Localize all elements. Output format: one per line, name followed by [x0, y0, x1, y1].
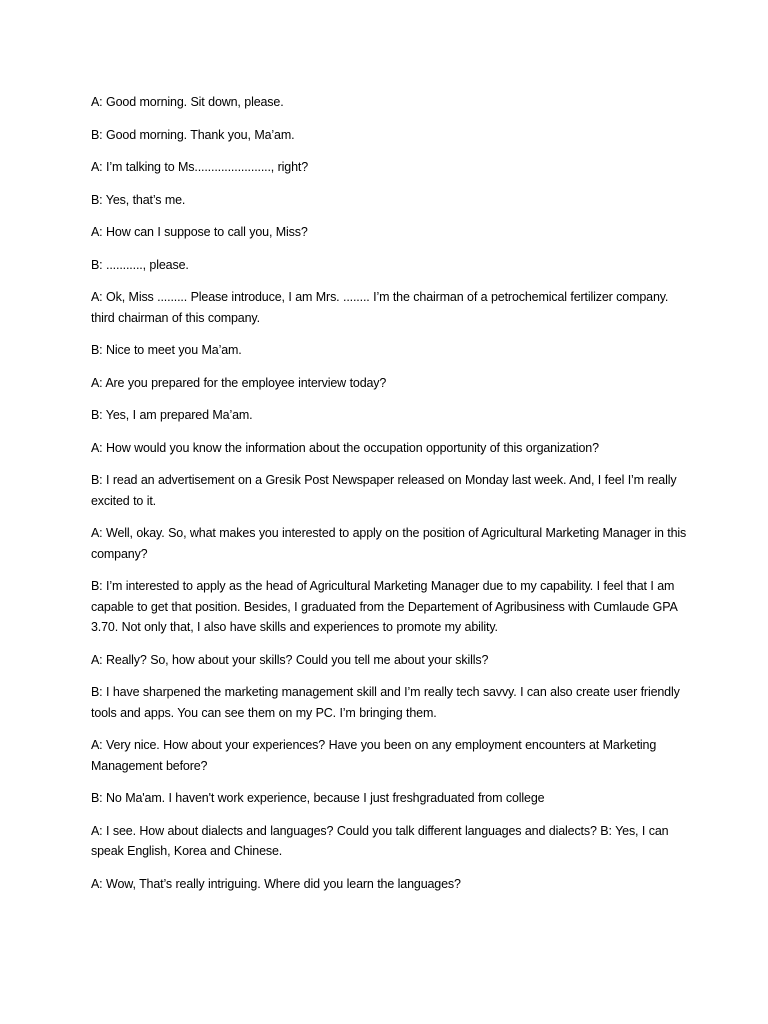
dialogue-line: B: No Ma'am. I haven't work experience, because I just freshgraduated from college	[91, 791, 545, 805]
dialogue-line: A: I’m talking to Ms......................., right?	[91, 160, 309, 174]
dialogue-line: A: Wow, That’s really intriguing. Where did you learn the languages?	[91, 876, 461, 891]
dialogue-line: B: Yes, that’s me.	[91, 192, 186, 207]
dialogue-line: A: Good morning. Sit down, please.	[91, 95, 284, 109]
dialogue-line: A: I see. How about dialects and languages? Could you talk different languages and dialects? B: Yes, I can speak English, Korea and Chinese.	[91, 823, 669, 858]
dialogue-line: B: Nice to meet you Ma’am.	[91, 343, 242, 357]
dialogue-line: B: Yes, I am prepared Ma’am.	[91, 408, 253, 422]
dialogue-line: B: I have sharpened the marketing management skill and I’m really tech savvy. I can also create user friendly tools and apps. You can see them on my PC. I’m bringing them.	[91, 685, 680, 720]
dialogue-line: A: How would you know the information about the occupation opportunity of this organization?	[91, 440, 599, 455]
dialogue-line: B: I’m interested to apply as the head of Agricultural Marketing Manager due to my capability. I feel that I am capable to get that position. Besides, I graduated from the Departement of Agribusiness with Cumlaude GPA 3.70. Not only that, I also have skills and experiences to promote my ability.	[91, 579, 677, 634]
dialogue-line: B: Good morning. Thank you, Ma’am.	[91, 127, 295, 142]
dialogue-text	[91, 92, 691, 906]
dialogue-line: B: ..........., please.	[91, 257, 189, 272]
dialogue-line: A: Well, okay. So, what makes you interested to apply on the position of Agricultural Marketing Manager in this company?	[91, 526, 687, 561]
dialogue-line: A: Are you prepared for the employee interview today?	[91, 375, 387, 390]
dialogue-line: A: Really? So, how about your skills? Could you tell me about your skills?	[91, 652, 489, 667]
dialogue-line: A: How can I suppose to call you, Miss?	[91, 225, 308, 239]
dialogue-line: B: I read an advertisement on a Gresik Post Newspaper released on Monday last week. And, I feel I’m really excited to it.	[91, 473, 677, 508]
dialogue-line: A: Very nice. How about your experiences? Have you been on any employment encounters at Marketing Management before?	[91, 738, 657, 773]
dialogue-line: A: Ok, Miss ......... Please introduce, I am Mrs. ........ I’m the chairman of a petrochemical fertilizer company. third chairman of this company.	[91, 290, 669, 325]
